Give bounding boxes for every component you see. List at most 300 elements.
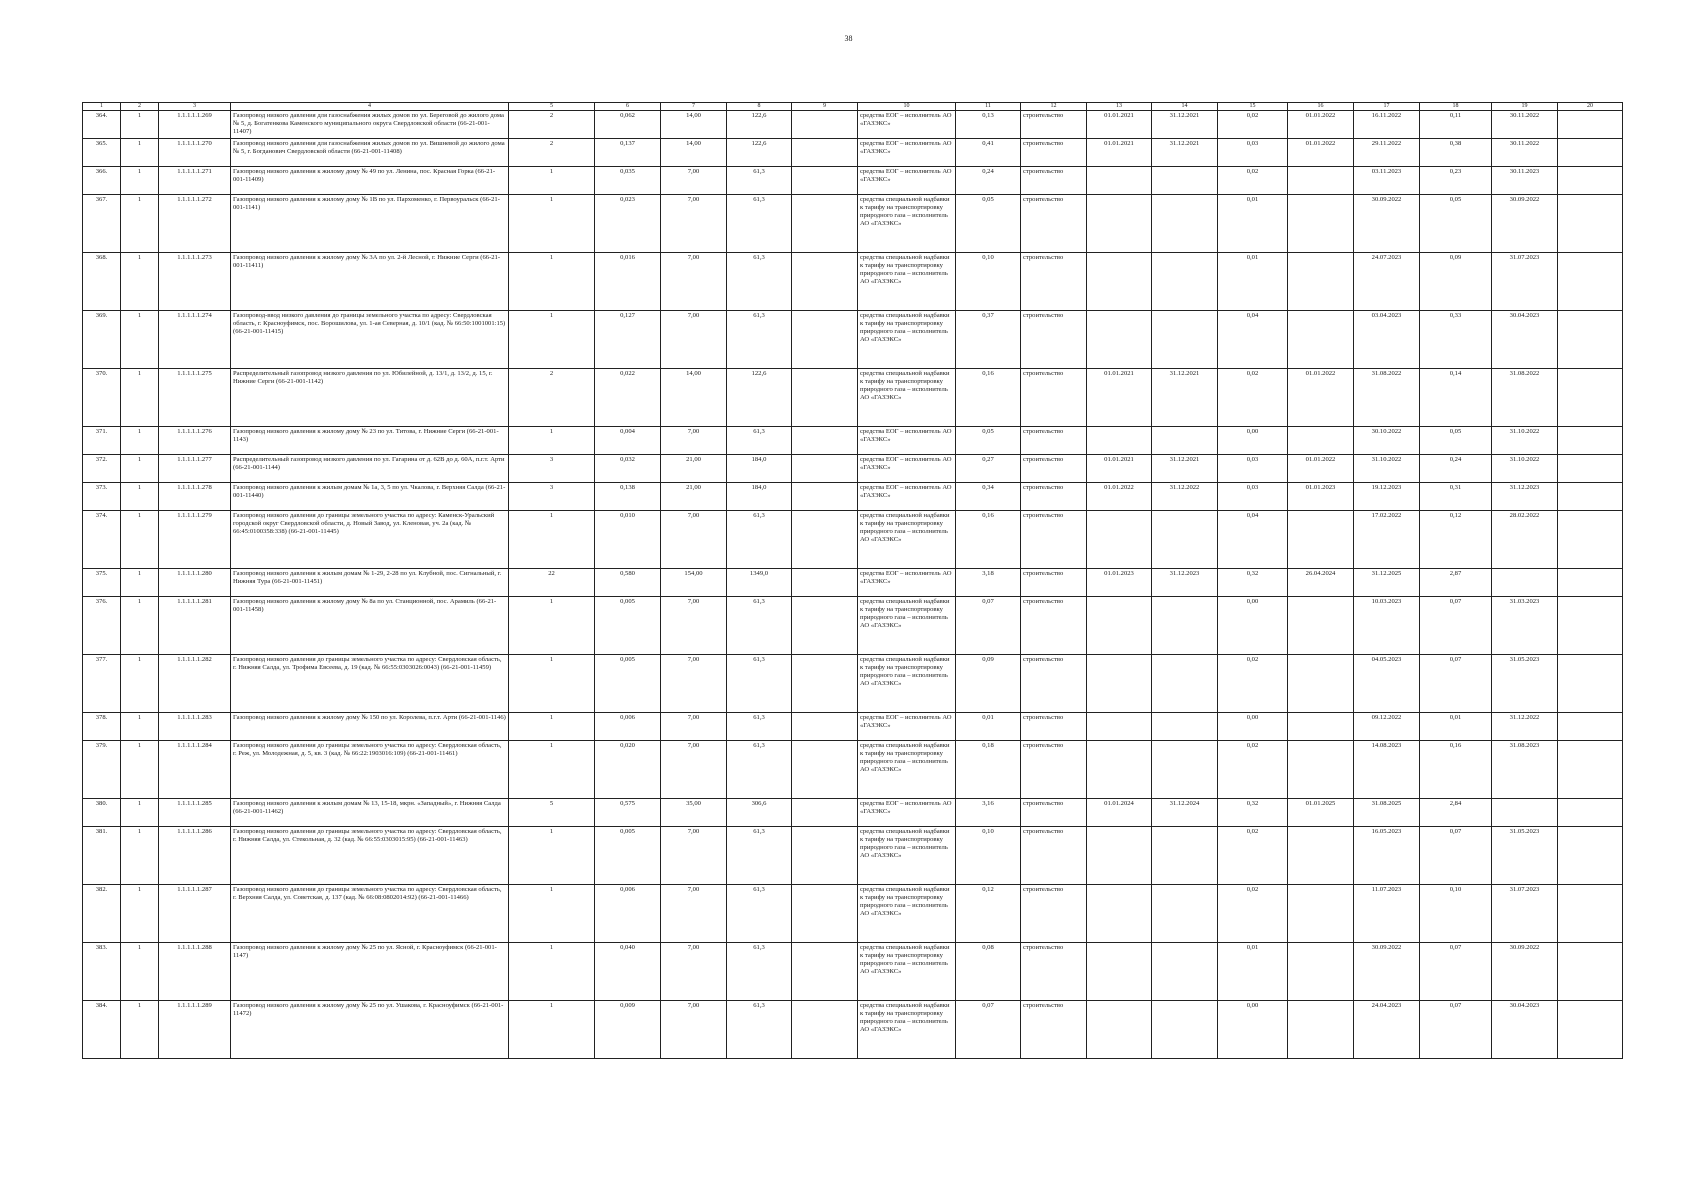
build-cost-cell: 0,05 [1420, 427, 1492, 455]
count-cell: 1 [509, 885, 595, 943]
design-start-cell [1087, 827, 1152, 885]
length-cell: 0,040 [595, 943, 661, 1001]
volume-cell: 61,3 [727, 167, 792, 195]
row-number-cell: 370. [83, 369, 121, 427]
note-cell [1558, 111, 1623, 139]
column-header: 4 [231, 103, 509, 111]
cost-cell: 0,10 [956, 253, 1021, 311]
group-cell: 1 [121, 167, 159, 195]
commission-date-cell: 30.04.2023 [1492, 311, 1558, 369]
build-end-cell: 16.11.2022 [1354, 111, 1420, 139]
column-header: 17 [1354, 103, 1420, 111]
count-cell: 1 [509, 943, 595, 1001]
work-type-cell: строительство [1021, 427, 1087, 455]
column-header: 5 [509, 103, 595, 111]
row-number-cell: 366. [83, 167, 121, 195]
row-number-cell: 367. [83, 195, 121, 253]
design-start-cell [1087, 741, 1152, 799]
commission-date-cell: 31.03.2023 [1492, 597, 1558, 655]
build-start-cell [1288, 195, 1354, 253]
build-start-cell [1288, 167, 1354, 195]
empty-cell [792, 511, 858, 569]
design-end-cell [1152, 311, 1218, 369]
work-type-cell: строительство [1021, 799, 1087, 827]
note-cell [1558, 483, 1623, 511]
description-cell: Газопровод низкого давления до границы земельного участка по адресу: Свердловская область, г. Нижняя Салда, ул. Трофима Евсеева, д. 19 (кад. № 66:55:0303026:0043) (66-21-001-11459) [231, 655, 509, 713]
work-type-cell: строительство [1021, 483, 1087, 511]
commission-date-cell: 30.09.2022 [1492, 195, 1558, 253]
work-type-cell: строительство [1021, 167, 1087, 195]
build-start-cell: 01.01.2023 [1288, 483, 1354, 511]
commission-date-cell: 31.07.2023 [1492, 885, 1558, 943]
column-header: 16 [1288, 103, 1354, 111]
work-type-cell: строительство [1021, 311, 1087, 369]
volume-cell: 122,6 [727, 111, 792, 139]
length-cell: 0,009 [595, 1001, 661, 1059]
code-cell: 1.1.1.1.1.281 [159, 597, 231, 655]
funding-source-cell: средства специальной надбавки к тарифу на транспортировку природного газа – исполнитель АО «ГАЗЭКС» [858, 369, 956, 427]
cost-cell: 0,07 [956, 1001, 1021, 1059]
code-cell: 1.1.1.1.1.288 [159, 943, 231, 1001]
table-row [83, 455, 1623, 483]
commission-date-cell: 31.12.2022 [1492, 713, 1558, 741]
design-start-cell: 01.01.2022 [1087, 483, 1152, 511]
capacity-cell: 14,00 [661, 111, 727, 139]
empty-cell [792, 139, 858, 167]
column-header: 8 [727, 103, 792, 111]
volume-cell: 61,3 [727, 511, 792, 569]
table-row [83, 111, 1623, 139]
capacity-cell: 7,00 [661, 655, 727, 713]
capacity-cell: 7,00 [661, 195, 727, 253]
build-start-cell [1288, 253, 1354, 311]
commission-date-cell: 30.11.2022 [1492, 111, 1558, 139]
note-cell [1558, 369, 1623, 427]
group-cell: 1 [121, 369, 159, 427]
row-number-cell: 369. [83, 311, 121, 369]
build-end-cell: 11.07.2023 [1354, 885, 1420, 943]
build-end-cell: 14.08.2023 [1354, 741, 1420, 799]
build-end-cell: 04.05.2023 [1354, 655, 1420, 713]
note-cell [1558, 139, 1623, 167]
volume-cell: 61,3 [727, 885, 792, 943]
count-cell: 1 [509, 195, 595, 253]
length-cell: 0,005 [595, 597, 661, 655]
cost-cell: 0,08 [956, 943, 1021, 1001]
work-type-cell: строительство [1021, 369, 1087, 427]
capacity-cell: 7,00 [661, 713, 727, 741]
work-type-cell: строительство [1021, 827, 1087, 885]
column-header: 20 [1558, 103, 1623, 111]
volume-cell: 1349,0 [727, 569, 792, 597]
description-cell: Газопровод низкого давления к жилому дому № 150 по ул. Королева, п.г.т. Арти (66-21-001-1146) [231, 713, 509, 741]
build-end-cell: 31.08.2022 [1354, 369, 1420, 427]
design-end-cell [1152, 253, 1218, 311]
empty-cell [792, 427, 858, 455]
code-cell: 1.1.1.1.1.278 [159, 483, 231, 511]
design-end-cell [1152, 655, 1218, 713]
design-cost-cell: 0,00 [1218, 713, 1288, 741]
design-end-cell [1152, 167, 1218, 195]
build-cost-cell: 0,07 [1420, 943, 1492, 1001]
design-start-cell [1087, 427, 1152, 455]
note-cell [1558, 427, 1623, 455]
commission-date-cell: 30.09.2022 [1492, 943, 1558, 1001]
code-cell: 1.1.1.1.1.269 [159, 111, 231, 139]
cost-cell: 0,18 [956, 741, 1021, 799]
code-cell: 1.1.1.1.1.284 [159, 741, 231, 799]
funding-source-cell: средства ЕОГ – исполнитель АО «ГАЗЭКС» [858, 483, 956, 511]
length-cell: 0,006 [595, 713, 661, 741]
design-start-cell [1087, 195, 1152, 253]
build-end-cell: 30.09.2022 [1354, 943, 1420, 1001]
table-body [83, 111, 1623, 1059]
funding-source-cell: средства ЕОГ – исполнитель АО «ГАЗЭКС» [858, 427, 956, 455]
design-cost-cell: 0,32 [1218, 569, 1288, 597]
volume-cell: 61,3 [727, 253, 792, 311]
group-cell: 1 [121, 139, 159, 167]
work-type-cell: строительство [1021, 455, 1087, 483]
build-cost-cell: 0,10 [1420, 885, 1492, 943]
group-cell: 1 [121, 741, 159, 799]
build-cost-cell: 2,87 [1420, 569, 1492, 597]
volume-cell: 61,3 [727, 827, 792, 885]
build-start-cell [1288, 1001, 1354, 1059]
column-header: 1 [83, 103, 121, 111]
build-end-cell: 03.11.2023 [1354, 167, 1420, 195]
capacity-cell: 7,00 [661, 943, 727, 1001]
length-cell: 0,580 [595, 569, 661, 597]
funding-source-cell: средства ЕОГ – исполнитель АО «ГАЗЭКС» [858, 799, 956, 827]
design-cost-cell: 0,01 [1218, 943, 1288, 1001]
cost-cell: 0,27 [956, 455, 1021, 483]
design-end-cell: 31.12.2023 [1152, 569, 1218, 597]
design-cost-cell: 0,03 [1218, 139, 1288, 167]
build-end-cell: 16.05.2023 [1354, 827, 1420, 885]
description-cell: Газопровод низкого давления к жилому дому № 25 по ул. Ушакова, г. Красноуфимск (66-21-001-11472) [231, 1001, 509, 1059]
volume-cell: 184,0 [727, 455, 792, 483]
funding-source-cell: средства ЕОГ – исполнитель АО «ГАЗЭКС» [858, 167, 956, 195]
note-cell [1558, 311, 1623, 369]
work-type-cell: строительство [1021, 943, 1087, 1001]
volume-cell: 184,0 [727, 483, 792, 511]
funding-source-cell: средства ЕОГ – исполнитель АО «ГАЗЭКС» [858, 713, 956, 741]
count-cell: 3 [509, 483, 595, 511]
column-header: 7 [661, 103, 727, 111]
group-cell: 1 [121, 111, 159, 139]
row-number-cell: 376. [83, 597, 121, 655]
commission-date-cell: 31.07.2023 [1492, 253, 1558, 311]
count-cell: 1 [509, 253, 595, 311]
empty-cell [792, 369, 858, 427]
design-start-cell [1087, 655, 1152, 713]
page-number: 38 [844, 34, 853, 43]
length-cell: 0,020 [595, 741, 661, 799]
design-cost-cell: 0,02 [1218, 655, 1288, 713]
design-cost-cell: 0,00 [1218, 427, 1288, 455]
description-cell: Газопровод низкого давления для газоснабжения жилых домов по ул. Вишневой до жилого дома № 5, г. Богданович Свердловской области (66-21-001-11408) [231, 139, 509, 167]
design-end-cell [1152, 195, 1218, 253]
cost-cell: 0,09 [956, 655, 1021, 713]
table-row [83, 799, 1623, 827]
row-number-cell: 378. [83, 713, 121, 741]
build-end-cell: 31.12.2025 [1354, 569, 1420, 597]
empty-cell [792, 1001, 858, 1059]
count-cell: 1 [509, 511, 595, 569]
length-cell: 0,010 [595, 511, 661, 569]
design-end-cell [1152, 1001, 1218, 1059]
group-cell: 1 [121, 311, 159, 369]
length-cell: 0,032 [595, 455, 661, 483]
code-cell: 1.1.1.1.1.282 [159, 655, 231, 713]
empty-cell [792, 655, 858, 713]
description-cell: Газопровод низкого давления к жилому дому № 49 по ул. Ленина, пос. Красная Горка (66-21-001-11409) [231, 167, 509, 195]
capacity-cell: 7,00 [661, 1001, 727, 1059]
volume-cell: 61,3 [727, 713, 792, 741]
table-row [83, 167, 1623, 195]
code-cell: 1.1.1.1.1.275 [159, 369, 231, 427]
design-end-cell [1152, 427, 1218, 455]
column-header: 6 [595, 103, 661, 111]
cost-cell: 0,16 [956, 511, 1021, 569]
build-start-cell: 01.01.2022 [1288, 139, 1354, 167]
funding-source-cell: средства специальной надбавки к тарифу на транспортировку природного газа – исполнитель АО «ГАЗЭКС» [858, 1001, 956, 1059]
build-cost-cell: 0,16 [1420, 741, 1492, 799]
commission-date-cell: 31.05.2023 [1492, 655, 1558, 713]
group-cell: 1 [121, 597, 159, 655]
build-start-cell: 01.01.2022 [1288, 455, 1354, 483]
commission-date-cell [1492, 799, 1558, 827]
count-cell: 1 [509, 167, 595, 195]
build-cost-cell: 0,05 [1420, 195, 1492, 253]
funding-source-cell: средства специальной надбавки к тарифу на транспортировку природного газа – исполнитель АО «ГАЗЭКС» [858, 943, 956, 1001]
design-end-cell: 31.12.2021 [1152, 455, 1218, 483]
code-cell: 1.1.1.1.1.271 [159, 167, 231, 195]
count-cell: 3 [509, 455, 595, 483]
design-start-cell: 01.01.2023 [1087, 569, 1152, 597]
build-cost-cell: 0,07 [1420, 655, 1492, 713]
length-cell: 0,127 [595, 311, 661, 369]
count-cell: 2 [509, 111, 595, 139]
design-start-cell: 01.01.2021 [1087, 139, 1152, 167]
column-header: 3 [159, 103, 231, 111]
row-number-cell: 384. [83, 1001, 121, 1059]
cost-cell: 0,05 [956, 427, 1021, 455]
column-header: 11 [956, 103, 1021, 111]
capacity-cell: 7,00 [661, 741, 727, 799]
note-cell [1558, 655, 1623, 713]
table-row [83, 713, 1623, 741]
description-cell: Газопровод низкого давления до границы земельного участка по адресу: Свердловская область, г. Нижняя Салда, ул. Стекольная, д. 32 (кад. № 66:55:0303015:95) (66-21-001-11463) [231, 827, 509, 885]
table-row [83, 139, 1623, 167]
empty-cell [792, 827, 858, 885]
note-cell [1558, 799, 1623, 827]
work-type-cell: строительство [1021, 1001, 1087, 1059]
design-cost-cell: 0,02 [1218, 369, 1288, 427]
row-number-cell: 374. [83, 511, 121, 569]
empty-cell [792, 885, 858, 943]
code-cell: 1.1.1.1.1.272 [159, 195, 231, 253]
design-start-cell [1087, 597, 1152, 655]
capacity-cell: 154,00 [661, 569, 727, 597]
funding-source-cell: средства специальной надбавки к тарифу на транспортировку природного газа – исполнитель АО «ГАЗЭКС» [858, 253, 956, 311]
design-start-cell: 01.01.2021 [1087, 369, 1152, 427]
row-number-cell: 368. [83, 253, 121, 311]
volume-cell: 61,3 [727, 597, 792, 655]
empty-cell [792, 597, 858, 655]
design-start-cell [1087, 713, 1152, 741]
capacity-cell: 7,00 [661, 427, 727, 455]
code-cell: 1.1.1.1.1.280 [159, 569, 231, 597]
funding-source-cell: средства ЕОГ – исполнитель АО «ГАЗЭКС» [858, 569, 956, 597]
length-cell: 0,004 [595, 427, 661, 455]
build-start-cell [1288, 427, 1354, 455]
capacity-cell: 21,00 [661, 455, 727, 483]
row-number-cell: 375. [83, 569, 121, 597]
commission-date-cell: 30.04.2023 [1492, 1001, 1558, 1059]
build-start-cell [1288, 943, 1354, 1001]
design-end-cell: 31.12.2021 [1152, 111, 1218, 139]
table-row [83, 655, 1623, 713]
build-cost-cell: 0,01 [1420, 713, 1492, 741]
design-cost-cell: 0,02 [1218, 167, 1288, 195]
empty-cell [792, 195, 858, 253]
build-start-cell: 26.04.2024 [1288, 569, 1354, 597]
build-end-cell: 17.02.2022 [1354, 511, 1420, 569]
empty-cell [792, 111, 858, 139]
build-end-cell: 24.04.2023 [1354, 1001, 1420, 1059]
note-cell [1558, 885, 1623, 943]
build-cost-cell: 0,07 [1420, 597, 1492, 655]
table-row [83, 253, 1623, 311]
build-start-cell: 01.01.2022 [1288, 369, 1354, 427]
volume-cell: 61,3 [727, 655, 792, 713]
volume-cell: 61,3 [727, 427, 792, 455]
group-cell: 1 [121, 655, 159, 713]
build-end-cell: 30.10.2022 [1354, 427, 1420, 455]
build-end-cell: 03.04.2023 [1354, 311, 1420, 369]
row-number-cell: 382. [83, 885, 121, 943]
capacity-cell: 7,00 [661, 511, 727, 569]
design-start-cell: 01.01.2024 [1087, 799, 1152, 827]
design-cost-cell: 0,03 [1218, 483, 1288, 511]
design-end-cell: 31.12.2021 [1152, 139, 1218, 167]
capacity-cell: 14,00 [661, 369, 727, 427]
count-cell: 1 [509, 655, 595, 713]
commission-date-cell: 28.02.2022 [1492, 511, 1558, 569]
commission-date-cell: 31.08.2023 [1492, 741, 1558, 799]
row-number-cell: 372. [83, 455, 121, 483]
note-cell [1558, 167, 1623, 195]
design-cost-cell: 0,00 [1218, 597, 1288, 655]
build-cost-cell: 2,84 [1420, 799, 1492, 827]
row-number-cell: 377. [83, 655, 121, 713]
length-cell: 0,575 [595, 799, 661, 827]
row-number-cell: 373. [83, 483, 121, 511]
commission-date-cell: 30.11.2022 [1492, 139, 1558, 167]
funding-source-cell: средства специальной надбавки к тарифу на транспортировку природного газа – исполнитель АО «ГАЗЭКС» [858, 827, 956, 885]
cost-cell: 0,05 [956, 195, 1021, 253]
column-number-row [83, 103, 1623, 111]
design-start-cell [1087, 167, 1152, 195]
funding-source-cell: средства специальной надбавки к тарифу на транспортировку природного газа – исполнитель АО «ГАЗЭКС» [858, 597, 956, 655]
capacity-cell: 7,00 [661, 827, 727, 885]
description-cell: Газопровод низкого давления до границы земельного участка по адресу: Свердловская область, г. Верхняя Салда, ул. Советская, д. 137 (кад. № 66:08:0802014:92) (66-21-001-11466) [231, 885, 509, 943]
table-row [83, 827, 1623, 885]
empty-cell [792, 167, 858, 195]
work-type-cell: строительство [1021, 597, 1087, 655]
design-start-cell [1087, 511, 1152, 569]
cost-cell: 0,12 [956, 885, 1021, 943]
table-row [83, 369, 1623, 427]
work-type-cell: строительство [1021, 195, 1087, 253]
build-cost-cell: 0,11 [1420, 111, 1492, 139]
length-cell: 0,006 [595, 885, 661, 943]
work-type-cell: строительство [1021, 713, 1087, 741]
build-cost-cell: 0,23 [1420, 167, 1492, 195]
note-cell [1558, 597, 1623, 655]
build-end-cell: 09.12.2022 [1354, 713, 1420, 741]
design-cost-cell: 0,02 [1218, 827, 1288, 885]
length-cell: 0,062 [595, 111, 661, 139]
code-cell: 1.1.1.1.1.286 [159, 827, 231, 885]
build-start-cell [1288, 597, 1354, 655]
design-end-cell [1152, 597, 1218, 655]
build-start-cell [1288, 311, 1354, 369]
group-cell: 1 [121, 511, 159, 569]
design-end-cell: 31.12.2022 [1152, 483, 1218, 511]
table-row [83, 483, 1623, 511]
length-cell: 0,023 [595, 195, 661, 253]
note-cell [1558, 741, 1623, 799]
work-type-cell: строительство [1021, 111, 1087, 139]
code-cell: 1.1.1.1.1.289 [159, 1001, 231, 1059]
build-end-cell: 19.12.2023 [1354, 483, 1420, 511]
commission-date-cell: 31.08.2022 [1492, 369, 1558, 427]
table-row [83, 195, 1623, 253]
capacity-cell: 21,00 [661, 483, 727, 511]
table-row [83, 885, 1623, 943]
work-type-cell: строительство [1021, 569, 1087, 597]
design-end-cell [1152, 511, 1218, 569]
design-end-cell: 31.12.2021 [1152, 369, 1218, 427]
build-cost-cell: 0,14 [1420, 369, 1492, 427]
row-number-cell: 381. [83, 827, 121, 885]
note-cell [1558, 455, 1623, 483]
group-cell: 1 [121, 713, 159, 741]
column-header: 12 [1021, 103, 1087, 111]
row-number-cell: 383. [83, 943, 121, 1001]
design-end-cell [1152, 741, 1218, 799]
cost-cell: 0,34 [956, 483, 1021, 511]
design-cost-cell: 0,02 [1218, 885, 1288, 943]
code-cell: 1.1.1.1.1.273 [159, 253, 231, 311]
design-cost-cell: 0,02 [1218, 741, 1288, 799]
build-start-cell [1288, 827, 1354, 885]
code-cell: 1.1.1.1.1.279 [159, 511, 231, 569]
empty-cell [792, 741, 858, 799]
work-type-cell: строительство [1021, 139, 1087, 167]
cost-cell: 3,16 [956, 799, 1021, 827]
length-cell: 0,035 [595, 167, 661, 195]
capacity-cell: 7,00 [661, 885, 727, 943]
group-cell: 1 [121, 427, 159, 455]
column-header: 2 [121, 103, 159, 111]
design-start-cell [1087, 885, 1152, 943]
funding-source-cell: средства специальной надбавки к тарифу на транспортировку природного газа – исполнитель АО «ГАЗЭКС» [858, 655, 956, 713]
count-cell: 2 [509, 369, 595, 427]
commission-date-cell: 31.05.2023 [1492, 827, 1558, 885]
